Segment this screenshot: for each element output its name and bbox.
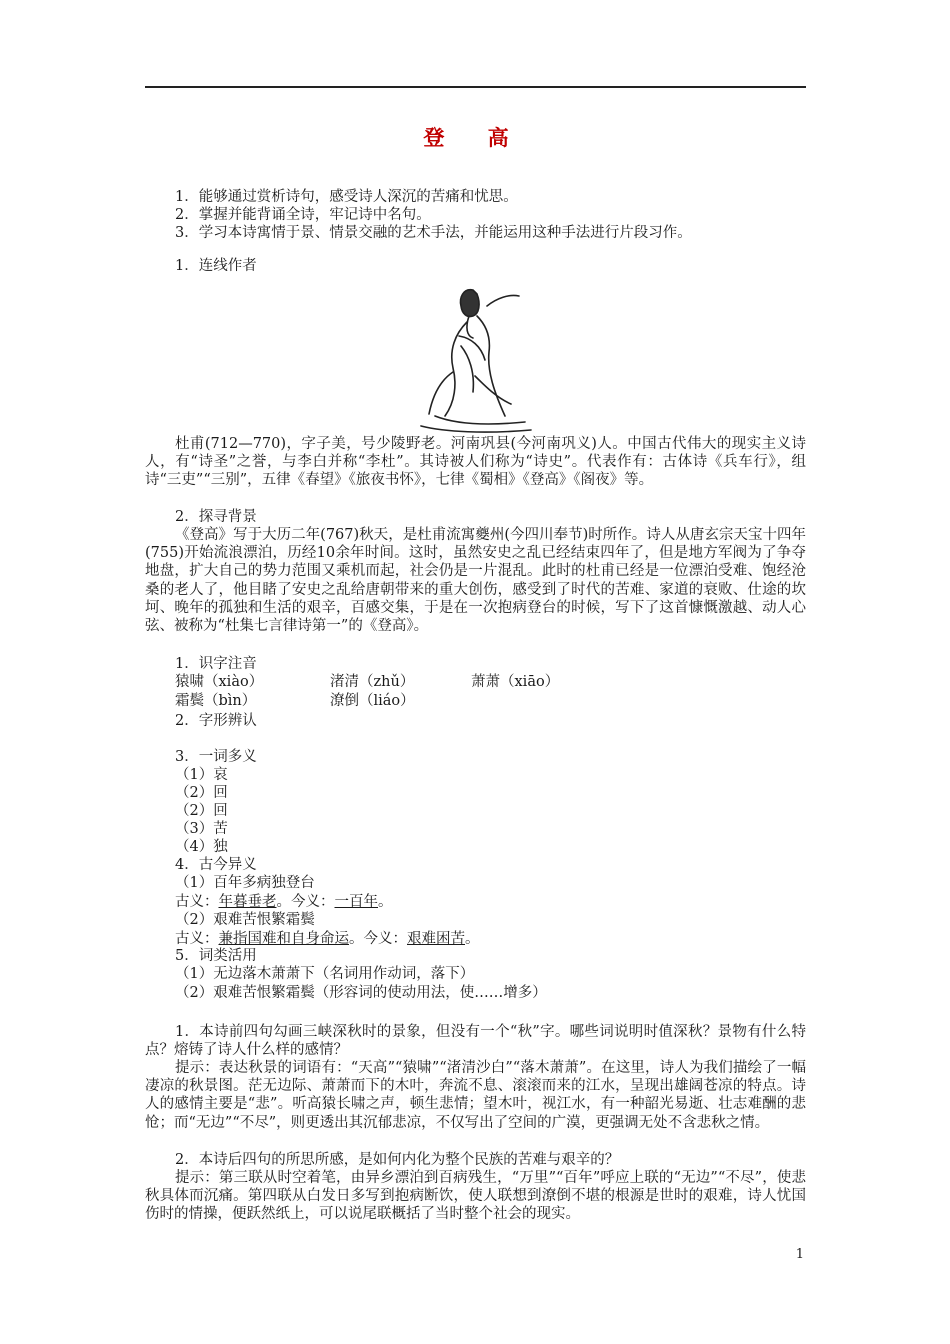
vocab-item: 霜鬓（bìn） bbox=[175, 693, 257, 709]
author-heading: 1．连线作者 bbox=[175, 258, 257, 274]
question-1: 1．本诗前四句勾画三峡深秋时的景象，但没有一个“秋”字。哪些词说明时值深秋？景物有什么特点？熔铸了诗人什么样的感情？ bbox=[145, 1024, 806, 1059]
page-number: 1 bbox=[795, 1247, 804, 1262]
shape-heading: 2．字形辨认 bbox=[175, 713, 257, 729]
usage-item-1: （1）无边落木萧萧下（名词用作动词，落下） bbox=[175, 966, 475, 982]
background-heading: 2．探寻背景 bbox=[175, 509, 257, 525]
vocab-item: 渚清（zhǔ） bbox=[330, 674, 415, 690]
polysemy-item: （1）哀 bbox=[175, 767, 228, 783]
vocab-item: 萧萧（xiāo） bbox=[471, 674, 560, 690]
usage-heading: 5．词类活用 bbox=[175, 948, 257, 964]
vocab-item: 潦倒（liáo） bbox=[330, 693, 415, 709]
polysemy-item: （4）独 bbox=[175, 839, 228, 855]
ancient-heading: 4．古今异义 bbox=[175, 857, 257, 873]
goal-3: 3．学习本诗寓情于景、情景交融的艺术手法，并能运用这种手法进行片段习作。 bbox=[175, 225, 692, 241]
question-2: 2．本诗后四句的所思所感，是如何内化为整个民族的苦难与艰辛的？ bbox=[175, 1152, 620, 1168]
goal-2: 2．掌握并能背诵全诗，牢记诗中名句。 bbox=[175, 207, 431, 223]
vocab-item: 猿啸（xiào） bbox=[175, 674, 264, 690]
author-paragraph: 杜甫(712—770)，字子美，号少陵野老。河南巩县(今河南巩义)人。中国古代伟大的现实主义诗人，有“诗圣”之誉，与李白并称“李杜”。其诗被人们称为“诗史”。代表作有：古体诗《兵车行》，组诗“三吏”“三别”，五律《春望》《旅夜书怀》，七律《蜀相》《登高》《阁夜》等。 bbox=[145, 436, 806, 489]
answer-1: 提示：表达秋景的词语有：“天高”“猿啸”“渚清沙白”“落木萧萧”。在这里，诗人为我们描绘了一幅凄凉的秋景图。茫无边际、萧萧而下的木叶，奔流不息、滚滚而来的江水，呈现出雄阔苍凉的特点。诗人的感情主要是“悲”。听高猿长啸之声，顿生悲情；望木叶，视江水，有一种韶光易逝、壮志难酬的悲怆；而“无边”“不尽”，则更透出其沉郁悲凉，不仅写出了空间的广漠，更强调无处不含悲秋之情。 bbox=[145, 1060, 806, 1131]
vocab-heading: 1．识字注音 bbox=[175, 656, 257, 672]
goal-1: 1．能够通过赏析诗句，感受诗人深沉的苦痛和忧思。 bbox=[175, 189, 518, 205]
page-title: 登 高 bbox=[423, 125, 527, 150]
polysemy-heading: 3．一词多义 bbox=[175, 749, 257, 765]
background-paragraph: 《登高》写于大历二年(767)秋天，是杜甫流寓夔州(今四川奉节)时所作。诗人从唐玄宗天宝十四年(755)开始流浪漂泊，历经10余年时间。这时，虽然安史之乱已经结束四年了，但是地方军阀为了争夺地盘，扩大自己的势力范围又乘机而起，社会仍是一片混乱。此时的杜甫已经是一位漂泊受难、饱经沧桑的老人了，他目睹了安史之乱给唐朝带来的重大创伤，感受到了时代的苦难、家道的衰败、仕途的坎坷、晚年的孤独和生活的艰辛，百感交集，于是在一次抱病登台的时候，写下了这首慷慨激越、动人心弦、被称为“杜集七言律诗第一”的《登高》。 bbox=[145, 527, 806, 635]
ancient-gloss-2: 古义：兼指国难和自身命运。今义：艰难困苦。 bbox=[175, 931, 480, 947]
polysemy-item: （2）回 bbox=[175, 785, 228, 801]
usage-item-2: （2）艰难苦恨繁霜鬓（形容词的使动用法，使……增多） bbox=[175, 985, 547, 1001]
ancient-line-1: （1）百年多病独登台 bbox=[175, 875, 315, 891]
polysemy-item: （2）回 bbox=[175, 803, 228, 819]
polysemy-item: （3）苦 bbox=[175, 821, 228, 837]
ancient-gloss-1: 古义：年暮垂老。今义：一百年。 bbox=[175, 894, 393, 910]
answer-2: 提示：第三联从时空着笔，由异乡漂泊到百病残生，“万里”“百年”呼应上联的“无边”“不尽”，使悲秋具体而沉痛。第四联从白发日多写到抱病断饮，使人联想到潦倒不堪的根源是世时的艰难，诗人忧国伤时的情操，便跃然纸上，可以说尾联概括了当时整个社会的现实。 bbox=[145, 1170, 806, 1223]
header-rule bbox=[145, 86, 806, 88]
ancient-line-2: （2）艰难苦恨繁霜鬓 bbox=[175, 912, 315, 928]
du-fu-portrait bbox=[415, 276, 535, 436]
